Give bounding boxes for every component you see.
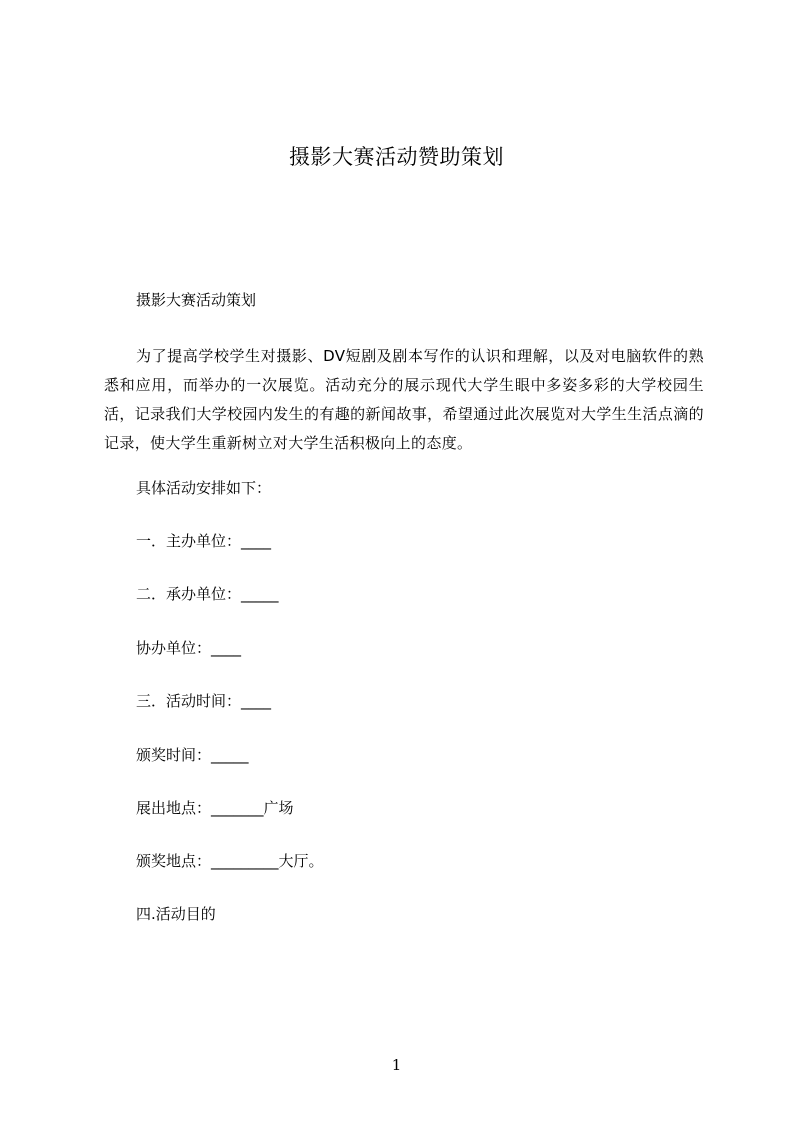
organizer-line: 一．主办单位：____ bbox=[136, 532, 272, 550]
section-subtitle: 摄影大赛活动策划 bbox=[136, 291, 257, 309]
exhibition-place-line: 展出地点：_______广场 bbox=[136, 799, 294, 817]
activity-time-line: 三．活动时间：____ bbox=[136, 692, 272, 710]
award-time-line: 颁奖时间：_____ bbox=[136, 746, 249, 764]
undertaker-line: 二．承办单位：_____ bbox=[136, 585, 279, 603]
co-organizer-line: 协办单位：____ bbox=[136, 639, 242, 657]
intro-paragraph: 为了提高学校学生对摄影、DV短剧及剧本写作的认识和理解，以及对电脑软件的熟悉和应用，而举办的一次展览。活动充分的展示现代大学生眼中多姿多彩的大学校园生活，记录我们大学校园内发生的有趣的新闻故事，希望通过此次展览对大学生生活点滴的记录，使大学生重新树立对大学生活积极向上的态度。 bbox=[104, 347, 704, 452]
arrangement-heading: 具体活动安排如下： bbox=[136, 479, 272, 497]
document-title: 摄影大赛活动赞助策划 bbox=[289, 145, 504, 169]
award-place-line: 颁奖地点：_________大厅。 bbox=[136, 852, 324, 870]
purpose-heading: 四.活动目的 bbox=[136, 905, 216, 923]
page-number: 1 bbox=[391, 1056, 402, 1074]
